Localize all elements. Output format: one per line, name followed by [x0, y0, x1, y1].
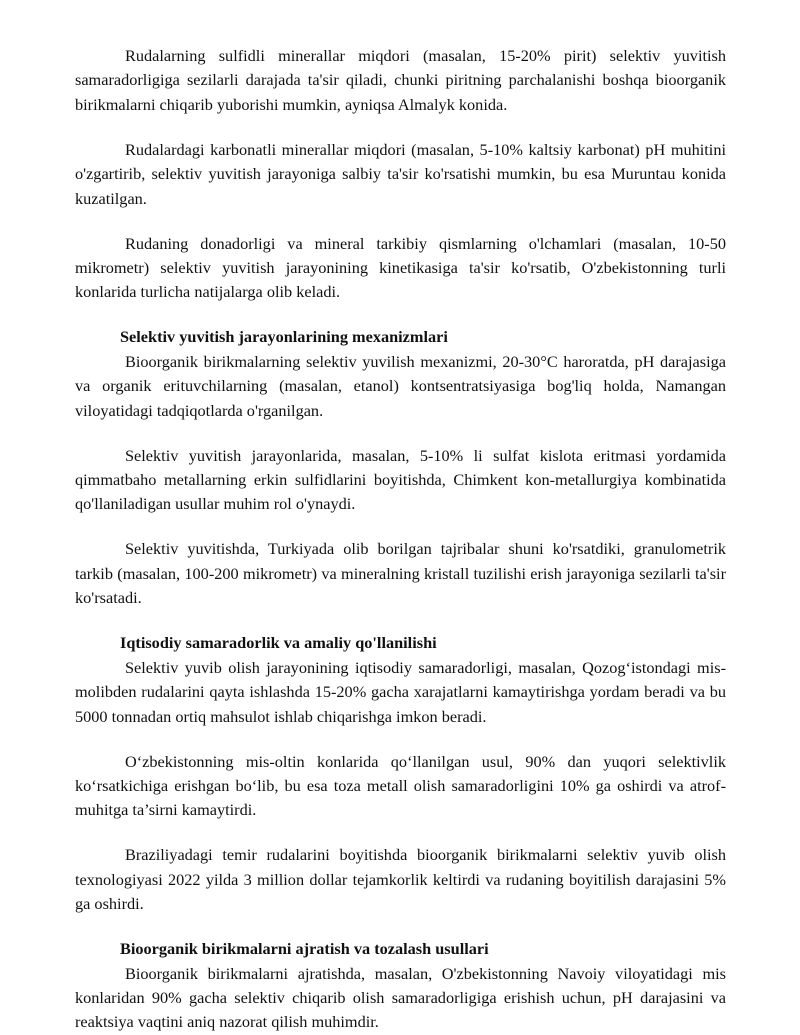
section-heading-separation: Bioorganik birikmalarni ajratish va tozalash usullari [120, 939, 489, 959]
paragraph-navoiy-separation: Bioorganik birikmalarni ajratishda, masalan, O'zbekistonning Navoiy viloyatidagi mis konlaridan 90% gacha selektiv chiqarib olish samaradorligiga erishish uchun, pH darajasini va reaktsiya vaqtini aniq nazorat qilish muhimdir. [75, 963, 726, 1032]
section-heading-economics: Iqtisodiy samaradorlik va amaliy qo'llanilishi [120, 633, 437, 653]
paragraph-carbonate-minerals: Rudalardagi karbonatli minerallar miqdori (masalan, 5-10% kaltsiy karbonat) pH muhitini o'zgartirib, selektiv yuvitish jarayoniga salbiy ta'sir ko'rsatishi mumkin, bu esa Muruntau konida kuzatilgan. [75, 139, 726, 208]
paragraph-uzbekistan-selectivity: O‘zbekistonning mis-oltin konlarida qo‘llanilgan usul, 90% dan yuqori selektivlik ko‘rsatkichiga erishgan bo‘lib, bu esa toza metall olish samaradorligini 10% ga oshirdi va atrof-muhitga ta’sirni kamaytirdi. [75, 751, 726, 820]
paragraph-sulfide-minerals: Rudalarning sulfidli minerallar miqdori (masalan, 15-20% pirit) selektiv yuvitish samaradorligiga sezilarli darajada ta's​ir qiladi, chunki piritning parchalanishi boshqa bioorganik birikmalarni chiqarib yuborishi mumkin, ayniqsa Almalyk konida. [75, 46, 726, 114]
paragraph-kazakhstan-efficiency: Selektiv yuvib olish jarayonining iqtisodiy samaradorligi, masalan, Qozog‘istondagi mis-molibden rudalarini qayta ishlashda 15-20% gacha xarajatlarni kamaytirishga yordam beradi va bu 5000 tonnadan ortiq mahsulot ishlab chiqarishga imkon beradi. [75, 657, 726, 726]
paragraph-leaching-mechanism: Bioorganik birikmalarning selektiv yuvilish mexanizmi, 20-30°C haroratda, pH darajasiga va organik erituvchilarning (masalan, etanol) kontsentratsiyasiga bog'liq holda, Namangan viloyatidagi tadqiqotlarda o'rganilgan. [75, 351, 726, 420]
paragraph-turkey-experiments: Selektiv yuvitishda, Turkiyada olib borilgan tajribalar shuni ko'rsatdiki, granulometrik tarkib (masalan, 100-200 mikrometr) va mineralning kristall tuzilishi erish jarayoniga sezilarli ta'sir ko'rsatadi. [75, 539, 726, 608]
section-heading-mechanisms: Selektiv yuvitish jarayonlarining mexanizmlari [120, 327, 448, 347]
paragraph-brazil-savings: Braziliyadagi temir rudalarini boyitishda bioorganik birikmalarni selektiv yuvib olish texnologiyasi 2022 yilda 3 million dollar tejamkorlik keltirdi va rudaning boyitilish darajasini 5% ga oshirdi. [75, 845, 726, 914]
paragraph-ore-grain-size: Rudaning donadorligi va mineral tarkibiy qismlarning o'lchamlari (masalan, 10-50 mikrometr) selektiv yuvitish jarayonining kinetikasiga ta'sir ko'rsatib, O'zbekistonning turli konlarida turlicha natijalarga olib keladi. [75, 233, 726, 302]
document-page [75, 44, 726, 1035]
paragraph-sulfuric-acid: Selektiv yuvitish jarayonlarida, masalan, 5-10% li sulfat kislota eritmasi yordamida qimmatbaho metallarning erkin sulfidlarini boyitishda, Chimkent kon-metallurgiya kombinatida qo'llaniladigan usullar muhim rol o'ynaydi. [75, 445, 726, 514]
